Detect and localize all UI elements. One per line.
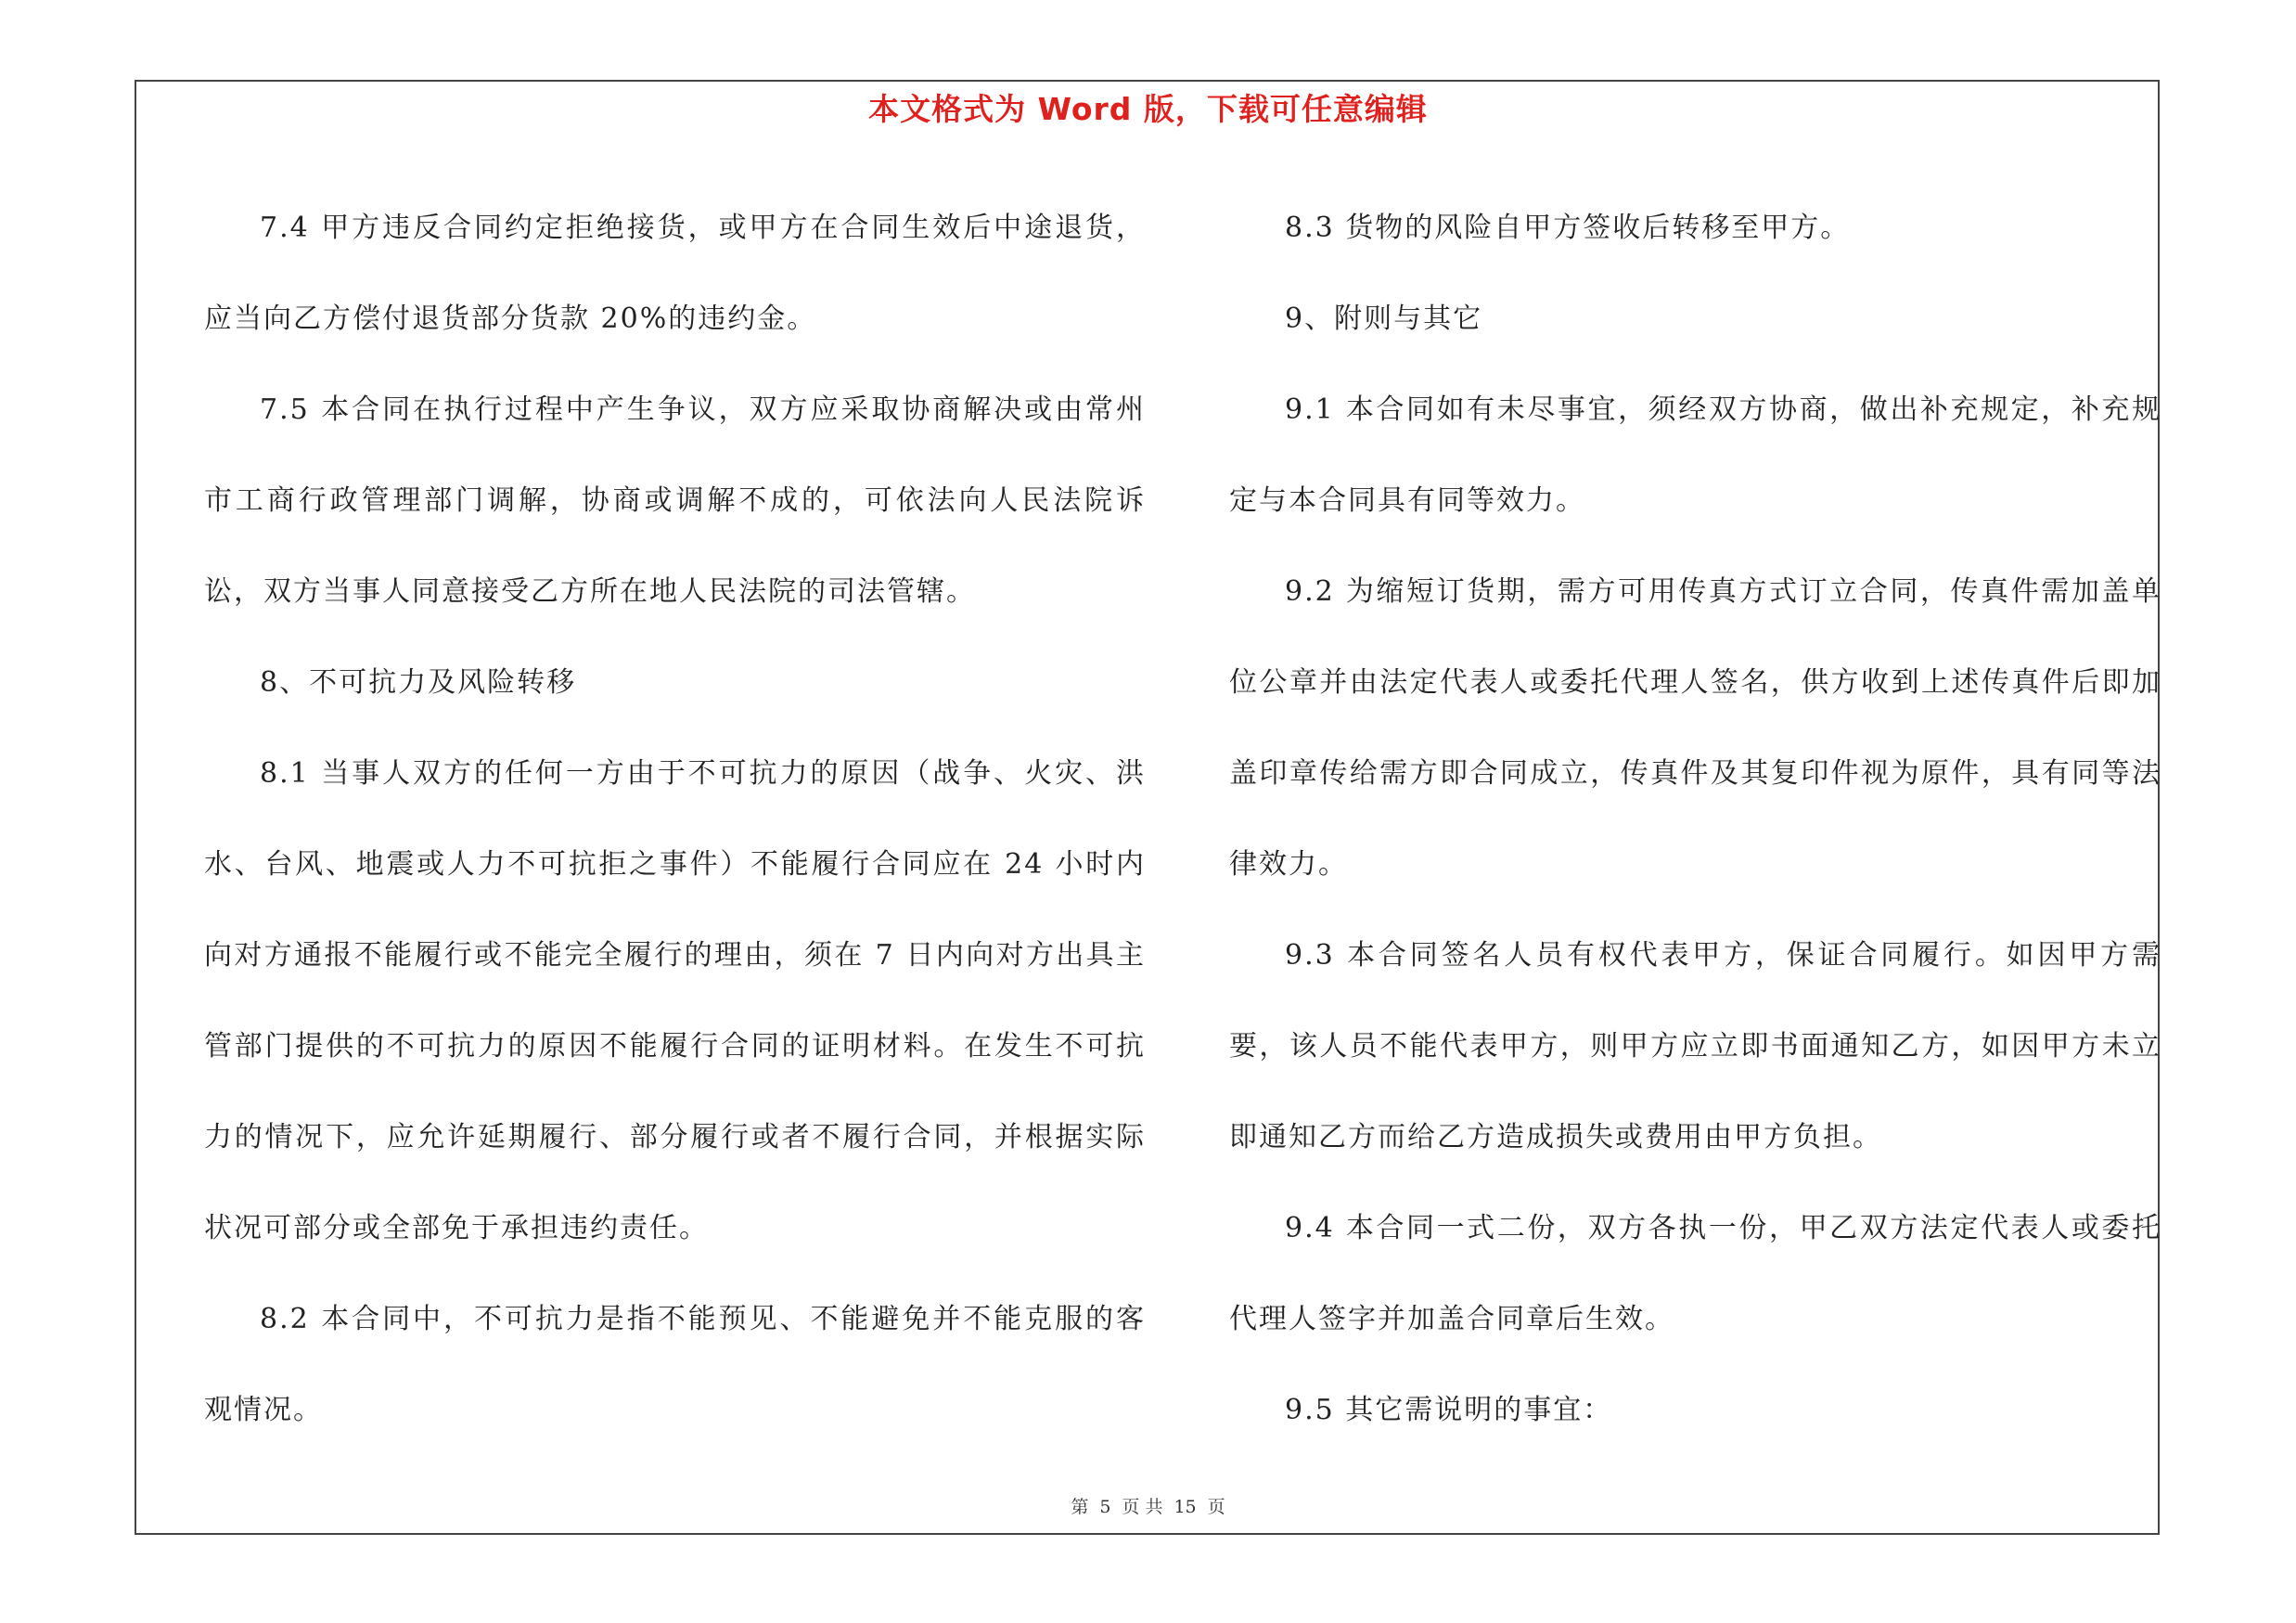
clause-9-2: 9.2 为缩短订货期，需方可用传真方式订立合同，传真件需加盖单位公章并由法定代表人或委托代理人签名，供方收到上述传真件后即加盖印章传给需方即合同成立，传真件及其复印件视为原件，具有同等法律效力。 — [1229, 575, 2161, 881]
right-column — [1229, 183, 2161, 1456]
clause-9-1: 9.1 本合同如有未尽事宜，须经双方协商，做出补充规定，补充规定与本合同具有同等效力。 — [1229, 393, 2161, 517]
footer-mid: 页 共 — [1122, 1497, 1163, 1517]
left-column — [204, 183, 1146, 1456]
current-page-number: 5 — [1099, 1497, 1111, 1517]
section-8-heading: 8、不可抗力及风险转移 — [260, 666, 577, 699]
clause-9-5: 9.5 其它需说明的事宜： — [1285, 1394, 1613, 1426]
clause-9-4: 9.4 本合同一式二份，双方各执一份，甲乙双方法定代表人或委托代理人签字并加盖合同章后生效。 — [1229, 1212, 2161, 1335]
clause-9-3: 9.3 本合同签名人员有权代表甲方，保证合同履行。如因甲方需要，该人员不能代表甲方，则甲方应立即书面通知乙方，如因甲方未立即通知乙方而给乙方造成损失或费用由甲方负担。 — [1229, 939, 2161, 1153]
word-format-banner: 本文格式为 Word 版，下载可任意编辑 — [868, 91, 1428, 127]
section-9-heading: 9、附则与其它 — [1285, 303, 1483, 335]
page-number-footer — [0, 1495, 2296, 1519]
clause-7-5: 7.5 本合同在执行过程中产生争议，双方应采取协商解决或由常州市工商行政管理部门调解，协商或调解不成的，可依法向人民法院诉讼，双方当事人同意接受乙方所在地人民法院的司法管辖。 — [204, 393, 1146, 608]
clause-7-4: 7.4 甲方违反合同约定拒绝接货，或甲方在合同生效后中途退货，应当向乙方偿付退货部分货款 20%的违约金。 — [204, 212, 1146, 335]
clause-8-2: 8.2 本合同中，不可抗力是指不能预见、不能避免并不能克服的客观情况。 — [204, 1303, 1146, 1426]
footer-suffix: 页 — [1207, 1497, 1225, 1517]
clause-8-1: 8.1 当事人双方的任何一方由于不可抗力的原因（战争、火灾、洪水、台风、地震或人力不可抗拒之事件）不能履行合同应在 24 小时内向对方通报不能履行或不能完全履行的理由，须在 7 日内向对方出具主管部门提供的不可抗力的原因不能履行合同的证明材料。在发生不可抗力的情况下，应允许延期履行、部分履行或者不履行合同，并根据实际状况可部分或全部免于承担违约责任。 — [204, 757, 1146, 1244]
total-page-count: 15 — [1174, 1497, 1197, 1517]
clause-8-3: 8.3 货物的风险自甲方签收后转移至甲方。 — [1285, 212, 1851, 244]
footer-prefix: 第 — [1071, 1497, 1089, 1517]
